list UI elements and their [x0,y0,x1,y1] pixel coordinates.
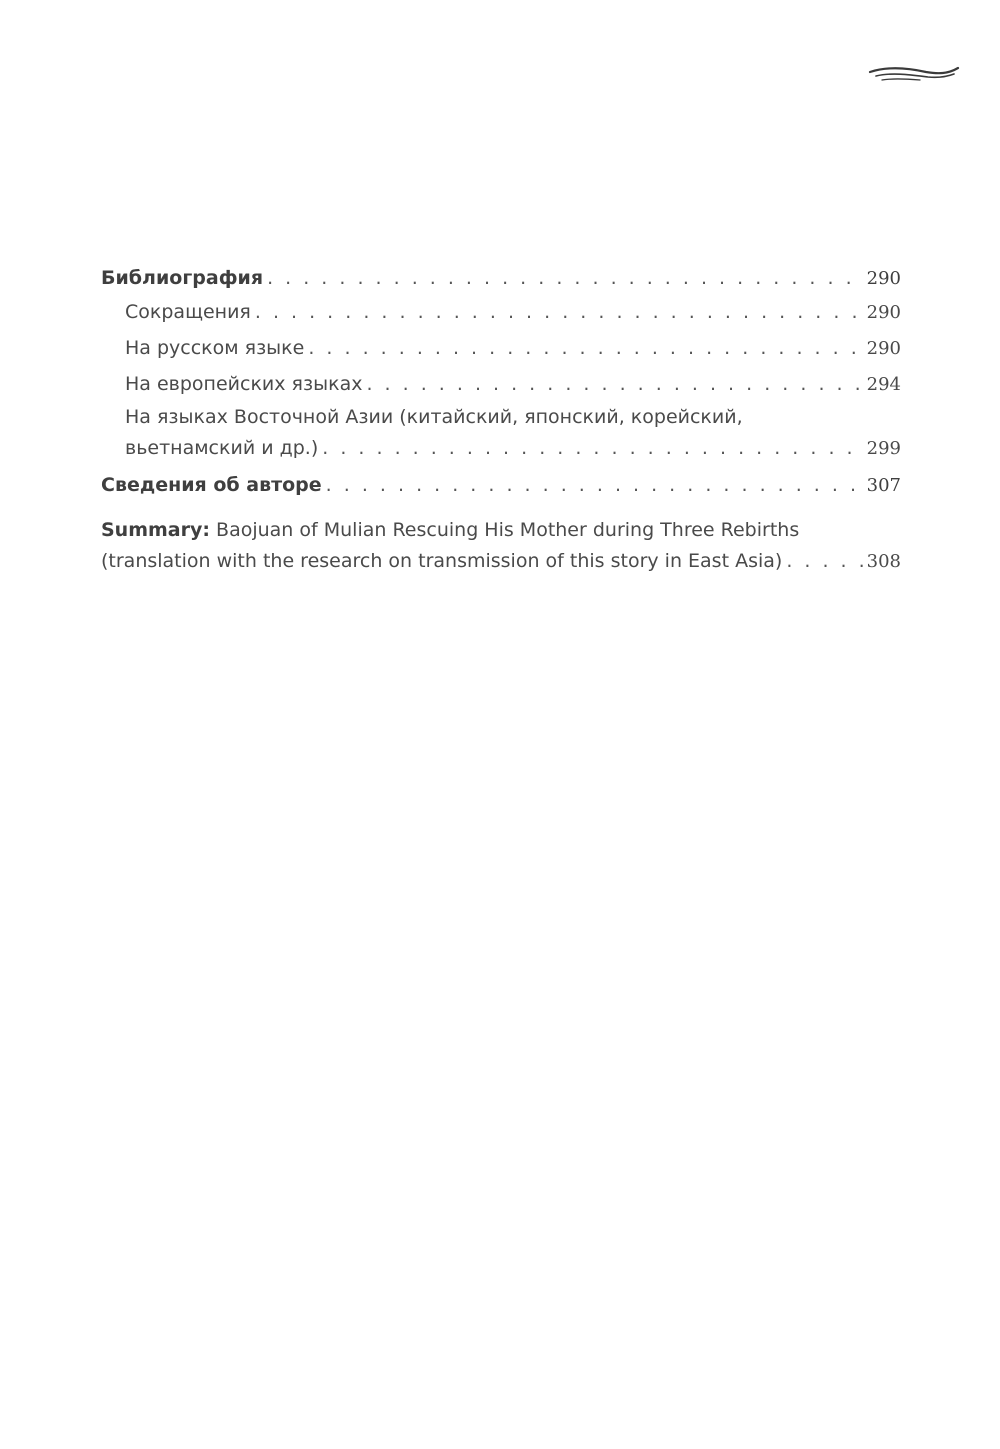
dot-leader [322,433,862,464]
toc-entry-summary[interactable] [101,515,901,577]
summary-label: Summary: [101,519,210,541]
toc-entry-european[interactable] [101,366,901,402]
toc-entry-title: На русском языке [125,337,305,359]
toc-entry-title-line1: На языках Восточной Азии (китайский, японский, корейский, [125,406,743,428]
toc-entry-title: Сведения об авторе [101,474,322,496]
toc-page-number: 308 [866,551,901,572]
summary-first-line [101,515,901,546]
toc-page-number: 290 [866,302,901,323]
dot-leader [786,546,862,577]
toc-page-number: 299 [866,438,901,459]
dot-leader [308,330,862,366]
toc-entry-russian[interactable] [101,330,901,366]
summary-text-line2: (translation with the research on transmission of this story in East Asia) [101,550,783,572]
toc-entry-east-asian[interactable] [101,402,901,464]
dot-leader [326,470,863,501]
toc-entry-abbreviations[interactable] [101,294,901,330]
toc-page-number: 290 [866,338,901,359]
dot-leader [267,263,863,294]
summary-text-line1: Baojuan of Mulian Rescuing His Mother during Three Rebirths [216,519,800,541]
toc-entry-bibliography[interactable] [101,263,901,294]
flourish-swash-icon [868,62,960,88]
dot-leader [255,294,863,330]
toc-entry-title: Сокращения [125,301,251,323]
toc-entry-about-author[interactable] [101,470,901,501]
table-of-contents [101,263,901,577]
toc-page-number: 307 [866,475,901,496]
toc-entry-title: Библиография [101,267,264,289]
toc-page-number: 294 [866,374,901,395]
toc-page-number: 290 [866,268,901,289]
dot-leader [366,366,862,402]
toc-entry-title: На европейских языках [125,373,363,395]
toc-entry-title-line2: вьетнамский и др.) [125,437,319,459]
